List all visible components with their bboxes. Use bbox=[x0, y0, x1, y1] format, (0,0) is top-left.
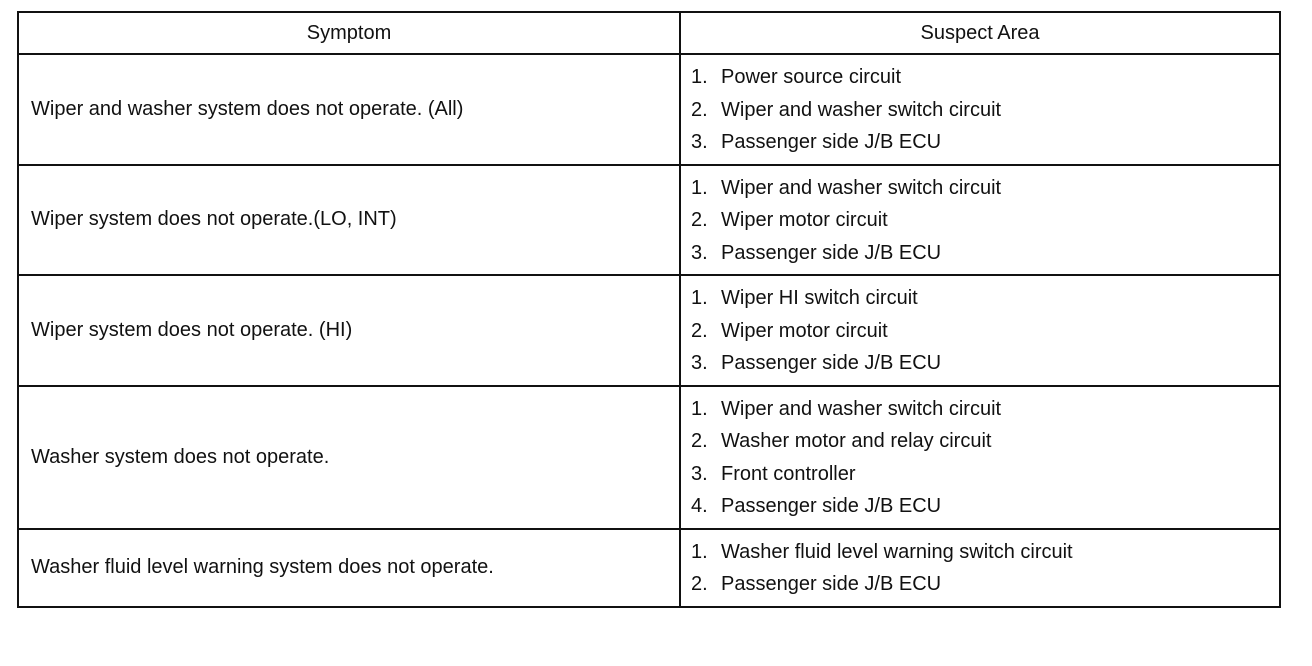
suspect-area-item bbox=[691, 458, 1279, 491]
table-row bbox=[18, 54, 1280, 165]
suspect-item-text: Passenger side J/B ECU bbox=[721, 352, 942, 374]
symptom-column-header: Symptom bbox=[18, 12, 680, 54]
suspect-item-text: Power source circuit bbox=[721, 66, 902, 88]
suspect-area-cell bbox=[680, 529, 1280, 607]
suspect-area-list bbox=[691, 172, 1279, 270]
suspect-area-list bbox=[691, 61, 1279, 159]
suspect-area-item bbox=[691, 126, 1279, 159]
suspect-area-list bbox=[691, 536, 1279, 601]
suspect-item-text: Front controller bbox=[721, 462, 856, 485]
suspect-item-number: 1. bbox=[691, 397, 708, 420]
suspect-item-number: 1. bbox=[691, 287, 708, 309]
symptom-cell: Wiper and washer system does not operate. (All) bbox=[18, 54, 680, 165]
suspect-area-list bbox=[691, 393, 1279, 523]
suspect-item-number: 4. bbox=[691, 495, 708, 517]
suspect-item-number: 2. bbox=[691, 98, 708, 121]
suspect-item-number: 1. bbox=[691, 176, 708, 199]
suspect-area-item bbox=[691, 347, 1279, 380]
suspect-item-number: 2. bbox=[691, 430, 708, 452]
suspect-item-text: Wiper HI switch circuit bbox=[721, 287, 918, 309]
suspect-area-item bbox=[691, 425, 1279, 458]
suspect-area-item bbox=[691, 490, 1279, 523]
table-row bbox=[18, 165, 1280, 276]
suspect-item-text: Wiper motor circuit bbox=[721, 319, 888, 342]
suspect-item-number: 1. bbox=[691, 66, 708, 88]
suspect-item-number: 2. bbox=[691, 319, 708, 342]
suspect-item-text: Wiper and washer switch circuit bbox=[721, 397, 1002, 420]
suspect-item-text: Washer fluid level warning switch circuit bbox=[721, 540, 1073, 563]
symptom-cell: Wiper system does not operate. (HI) bbox=[18, 275, 680, 386]
suspect-item-number: 3. bbox=[691, 241, 708, 264]
header-row bbox=[18, 12, 1280, 54]
suspect-area-cell bbox=[680, 275, 1280, 386]
symptom-cell: Wiper system does not operate.(LO, INT) bbox=[18, 165, 680, 276]
suspect-item-text: Passenger side J/B ECU bbox=[721, 495, 942, 517]
suspect-item-number: 3. bbox=[691, 131, 708, 153]
symptom-table bbox=[17, 11, 1281, 608]
suspect-item-number: 2. bbox=[691, 209, 708, 231]
suspect-area-cell bbox=[680, 165, 1280, 276]
suspect-area-column-header: Suspect Area bbox=[680, 12, 1280, 54]
suspect-area-item bbox=[691, 282, 1279, 315]
symptom-cell: Washer system does not operate. bbox=[18, 386, 680, 529]
symptom-cell: Washer fluid level warning system does not operate. bbox=[18, 529, 680, 607]
suspect-area-list bbox=[691, 282, 1279, 380]
suspect-area-item bbox=[691, 94, 1279, 127]
suspect-area-item bbox=[691, 315, 1279, 348]
suspect-area-item bbox=[691, 568, 1279, 601]
table-row bbox=[18, 275, 1280, 386]
suspect-item-number: 3. bbox=[691, 462, 708, 485]
suspect-area-item bbox=[691, 61, 1279, 94]
suspect-item-text: Passenger side J/B ECU bbox=[721, 131, 942, 153]
suspect-item-text: Wiper and washer switch circuit bbox=[721, 176, 1002, 199]
suspect-item-text: Passenger side J/B ECU bbox=[721, 241, 942, 264]
suspect-area-item bbox=[691, 237, 1279, 270]
suspect-area-cell bbox=[680, 386, 1280, 529]
table-row bbox=[18, 386, 1280, 529]
suspect-item-number: 3. bbox=[691, 352, 708, 374]
table-row bbox=[18, 529, 1280, 607]
suspect-area-item bbox=[691, 172, 1279, 205]
table-body bbox=[18, 54, 1280, 607]
suspect-area-item bbox=[691, 536, 1279, 569]
suspect-area-item bbox=[691, 204, 1279, 237]
suspect-item-text: Passenger side J/B ECU bbox=[721, 573, 942, 595]
suspect-area-cell bbox=[680, 54, 1280, 165]
suspect-item-number: 1. bbox=[691, 540, 708, 563]
suspect-item-text: Wiper and washer switch circuit bbox=[721, 98, 1002, 121]
suspect-item-number: 2. bbox=[691, 573, 708, 595]
suspect-item-text: Wiper motor circuit bbox=[721, 209, 888, 231]
suspect-area-item bbox=[691, 393, 1279, 426]
suspect-item-text: Washer motor and relay circuit bbox=[721, 430, 992, 452]
